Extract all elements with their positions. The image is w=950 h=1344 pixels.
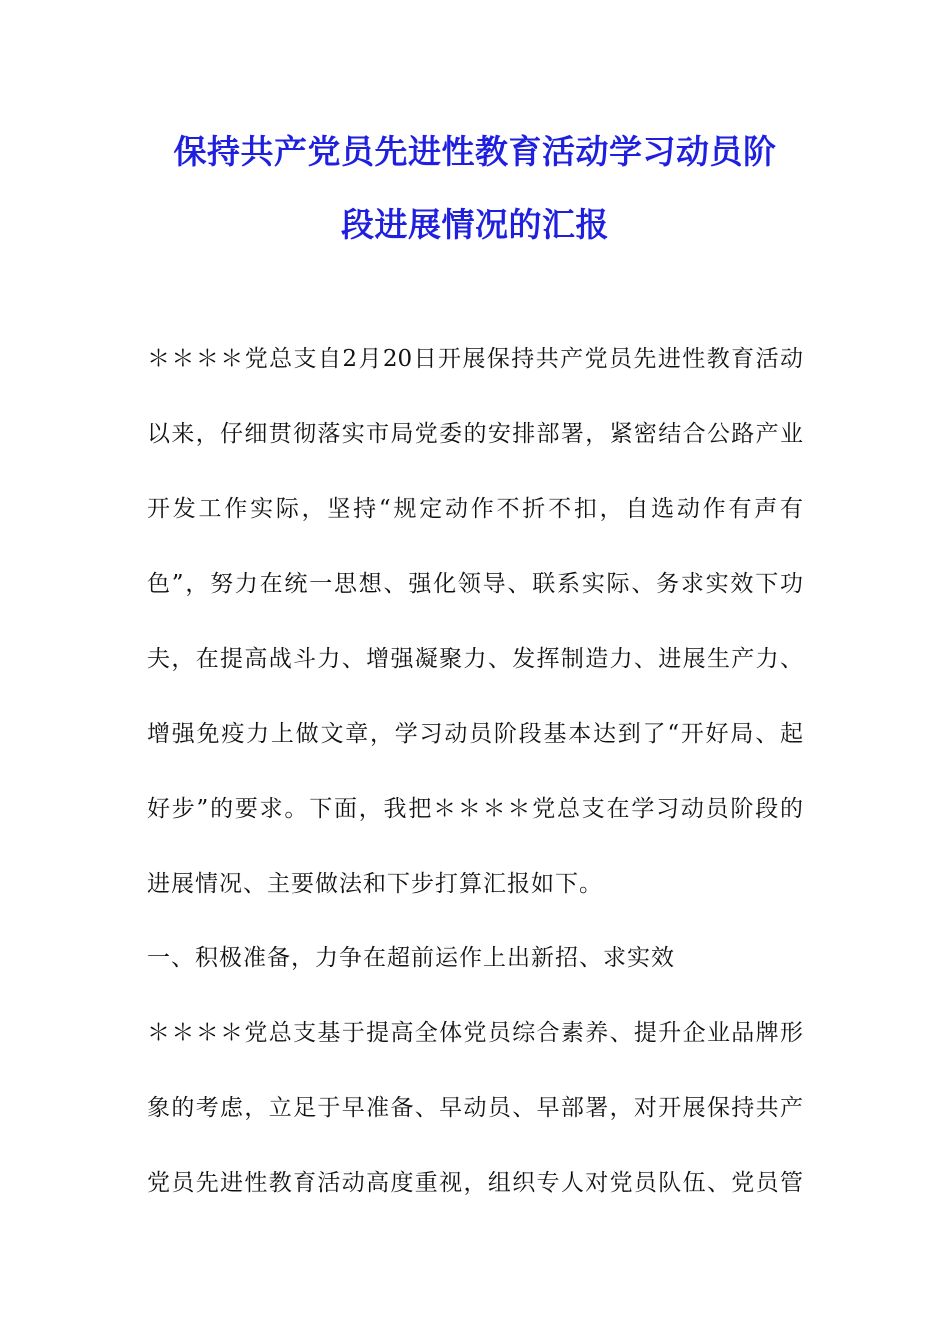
text-line: 夫，在提高战斗力、增强凝聚力、发挥制造力、进展生产力、 (147, 646, 803, 672)
section-heading-text: 一、积极准备，力争在超前运作上出新招、求实效 (147, 945, 675, 971)
text-line: ＊＊＊＊党总支基于提高全体党员综合素养、提升企业品牌形 (147, 1020, 803, 1046)
text-line: 开发工作实际，坚持“规定动作不折不扣，自选动作有声有 (147, 496, 803, 522)
text-line: ＊＊＊＊党总支自2月20日开展保持共产党员先进性教育活动 (147, 346, 803, 372)
text-line: 色”，努力在统一思想、强化领导、联系实际、务求实效下功 (147, 571, 803, 597)
document-title-line-1: 保持共产党员先进性教育活动学习动员阶 (173, 132, 777, 171)
text-line: 象的考虑，立足于早准备、早动员、早部署，对开展保持共产 (147, 1095, 803, 1121)
text-line: 进展情况、主要做法和下步打算汇报如下。 (147, 871, 603, 897)
text-line: 以来，仔细贯彻落实市局党委的安排部署，紧密结合公路产业 (147, 421, 803, 447)
text-line: 党员先进性教育活动高度重视，组织专人对党员队伍、党员管 (147, 1170, 803, 1196)
text-line: 增强免疫力上做文章，学习动员阶段基本达到了“开好局、起 (147, 721, 803, 747)
document-title-line-2: 段进展情况的汇报 (341, 205, 609, 244)
text-line: 好步”的要求。下面，我把＊＊＊＊党总支在学习动员阶段的 (147, 796, 803, 822)
